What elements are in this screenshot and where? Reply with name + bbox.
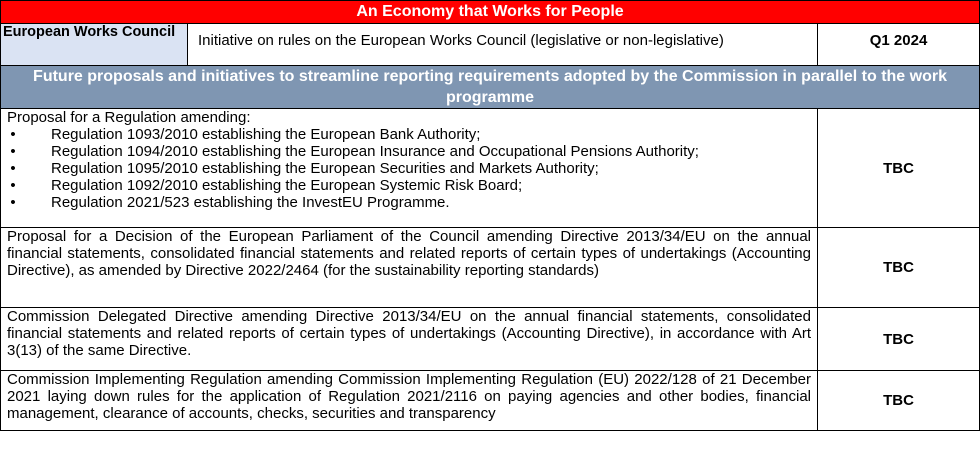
list-item: • Regulation 1092/2010 establishing the European Systemic Risk Board; (7, 177, 811, 194)
status-cell: TBC (818, 228, 980, 308)
status-cell: TBC (818, 109, 980, 228)
table-row (1, 371, 980, 431)
title-row (1, 1, 980, 24)
row-intro: Proposal for a Regulation amending: (7, 109, 251, 126)
section-heading-row (1, 66, 980, 109)
section-heading: Future proposals and initiatives to streamline reporting requirements adopted by the Commission in parallel to the work programme (1, 66, 980, 109)
bullet-icon: • (10, 194, 16, 211)
table-title: An Economy that Works for People (1, 1, 980, 24)
status-cell: TBC (818, 371, 980, 431)
table-row (1, 109, 980, 228)
ewc-date: Q1 2024 (818, 24, 980, 66)
row-description: Proposal for a Decision of the European Parliament of the Council amending Directive 2013/34/EU on the annual financial statements, consolidated financial statements and related reports of certain types of undertakings (Accounting Directive), as amended by Directive 2022/2464 (for the sustainability reporting standards) (1, 228, 818, 308)
ewc-label: European Works Council (1, 24, 188, 66)
ewc-row (1, 24, 980, 66)
row-description: Commission Delegated Directive amending Directive 2013/34/EU on the annual financial statements, consolidated financial statements and related reports of certain types of undertakings (Accounting Directive), in accordance with Art 3(13) of the same Directive. (1, 308, 818, 371)
table-row (1, 228, 980, 308)
bullet-icon: • (10, 126, 16, 143)
list-item: • Regulation 1094/2010 establishing the European Insurance and Occupational Pensions Authority; (7, 143, 811, 160)
list-item: • Regulation 1095/2010 establishing the European Securities and Markets Authority; (7, 160, 811, 177)
regulation-list (7, 126, 811, 211)
list-item: • Regulation 1093/2010 establishing the European Bank Authority; (7, 126, 811, 143)
status-cell: TBC (818, 308, 980, 371)
row-description (1, 109, 818, 228)
row-description: Commission Implementing Regulation amending Commission Implementing Regulation (EU) 2022/128 of 21 December 2021 laying down rules for the application of Regulation 2021/2116 on paying agencies and other bodies, financial management, clearance of accounts, checks, securities and transparency (1, 371, 818, 431)
bullet-icon: • (10, 143, 16, 160)
bullet-icon: • (10, 160, 16, 177)
ewc-description: Initiative on rules on the European Works Council (legislative or non-legislative) (188, 24, 818, 66)
bullet-icon: • (10, 177, 16, 194)
table-row (1, 308, 980, 371)
list-item: • Regulation 2021/523 establishing the InvestEU Programme. (7, 194, 811, 211)
